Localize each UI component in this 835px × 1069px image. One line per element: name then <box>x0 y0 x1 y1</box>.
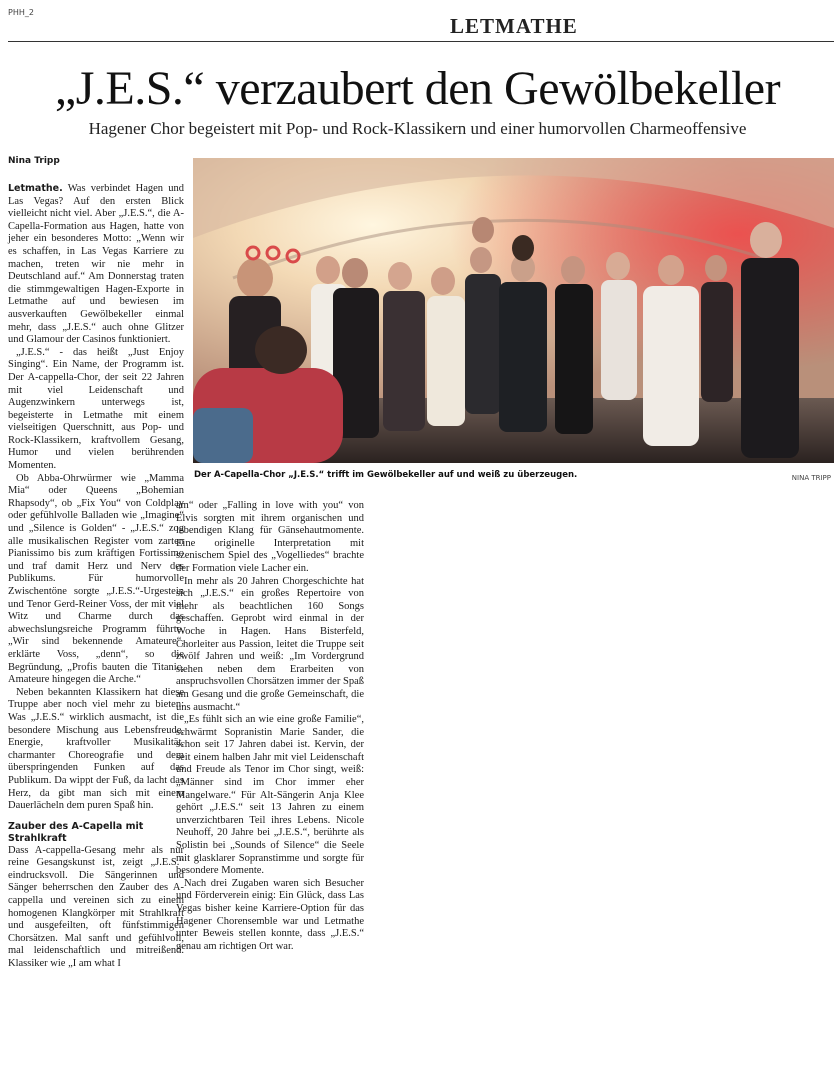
top-rule <box>8 41 834 42</box>
subheading: Zauber des A-Capella mit Strahlkraft <box>8 820 144 844</box>
headline: „J.E.S.“ verzaubert den Gewölbekeller <box>54 62 781 115</box>
paragraph-text: Was verbindet Hagen und Las Vegas? Auf den ersten Blick vielleicht nicht viel. Aber „J.E.S.“, die A-Capella-Formation aus Hagen, hatte von jeher ein besonderes Motto: „Wenn wir es schaffen, in Las Vegas Karriere zu machen, treten wir nie mehr in Deutschland auf.“ Am Donnerstag traten die stimmgewaltigen Hagen-Exporte in Letmathe auf und bewiesen im ausverkauften Gewölbekeller einmal mehr, dass „J.E.S.“ auch ohne Glitzer und Glamour der Casinos funktioniert. <box>8 183 184 346</box>
paragraph: am“ oder „Falling in love with you“ von Elvis sorgten mit ihrem organischen und lebendigen Klang für Gänsehautmomente. Eine originelle Interpretation mit szenischem Spiel des „Vogelliedes“ brachte der Formation viele Lacher ein. <box>176 500 364 574</box>
section-title: LETMATHE <box>450 14 578 38</box>
photo-caption: Der A-Capella-Chor „J.E.S.“ trifft im Gewölbekeller auf und weiß zu überzeugen. <box>194 470 578 480</box>
article-column-1 <box>8 183 184 971</box>
choir-photo-illustration <box>193 158 834 463</box>
paragraph: Ob Abba-Ohrwürmer wie „Mamma Mia“ oder Queens „Bohemian Rhapsody“, ob „Fix You“ von Coldplay oder gefühlvolle Balladen wie „Imagine“ und „Silence is Golden“ - „J.E.S.“ zog alle musikalischen Register vom zarten Pianissimo bis zum kräftigen Fortissimo und traf damit Herz und Nerv des Publikums. Für humorvolle Zwischentöne sorgte „J.E.S.“-Urgestein und Tenor Gerd-Reiner Voss, der mit viel Witz und Charme durch das abwechslungsreiche Programm führte. „Wir sind bekennende Amateure“, erklärte Voss, „denn“, so die Begründung, „Profis bauten die Titanic, Amateure hingegen die Arche.“ <box>8 472 184 686</box>
paragraph: „Es fühlt sich an wie eine große Familie“, schwärmt Sopranistin Marie Sander, die schon seit 17 Jahren dabei ist. Kervin, der seit einem halben Jahr mit viel Leidenschaft und Freude als Tenor im Chor singt, weiß: „Männer sind im Chor immer eher Mangelware.“ Für Alt-Sängerin Anja Klee gehört „J.E.S.“ seit 13 Jahren zu einem unverzichtbaren Teil ihres Lebens. Nicole Neuhoff, 20 Jahre bei „J.E.S.“, berührte als Solistin bei „Sounds of Silence“ die Seele mit glasklarer Sopranstimme und sorgte für besondere Momente. <box>176 714 364 877</box>
page-code: PHH_2 <box>8 8 34 17</box>
subheadline: Hagener Chor begeistert mit Pop- und Rock-Klassikern und einer humorvollen Charmeoffensive <box>88 119 747 138</box>
paragraph <box>8 183 184 347</box>
paragraph: Neben bekannten Klassikern hat diese Truppe aber noch viel mehr zu bieten: Was „J.E.S.“ wirklich ausmacht, ist die besondere Mischung aus Lebensfreude, Energie, kraftvoller Musikalität, charmanter Choreografie und dem überspringenden Funken auf das Publikum. Da wippt der Fuß, da lacht das Herz, da gibt man sich mit einem Dauerlächeln dem puren Spaß hin. <box>8 686 184 812</box>
paragraph: Nach drei Zugaben waren sich Besucher und Förderverein einig: Ein Glück, dass Las Vegas bisher keine Karriere-Option für das Hagener Chorensemble war und Letmathe unter Beweis stellen konnte, dass „J.E.S.“ genau am richtigen Ort war. <box>176 877 364 952</box>
paragraph: In mehr als 20 Jahren Chorgeschichte hat sich „J.E.S.“ ein großes Repertoire von mehr als beachtlichen 160 Songs geschaffen. Geprobt wird einmal in der Woche in Hagen. Hans Bisterfeld, Chorleiter aus Passion, leitet die Truppe seit zwölf Jahren und weiß: „Im Vordergrund stehen neben dem Erarbeiten von anspruchsvollen Chorsätzen immer der Spaß am Gesang und die große Gemeinschaft, die uns ausmacht.“ <box>176 575 364 713</box>
paragraph: „J.E.S.“ - das heißt „Just Enjoy Singing“. Ein Name, der Programm ist. Der A-cappella-Chor, der seit 22 Jahren mit viel Leidenschaft und Augenzwinkern unterwegs ist, begeisterte in Letmathe mit einem vielseitigen Querschnitt, aus Pop- und Rock-Klassikern, kraftvollem Gesang, Humor und vielen berührenden Momenten. <box>8 346 184 472</box>
dateline: Letmathe. <box>8 183 63 194</box>
article-column-2 <box>176 500 364 953</box>
choir-photo <box>193 158 834 463</box>
paragraph: Dass A-cappella-Gesang mehr als nur reine Gesangskunst ist, zeigt „J.E.S.“ eindrucksvoll. Die Sängerinnen und Sänger beherrschen den Zauber des A-cappella und vereinen sich zu einem homogenen Klangkörper mit Strahlkraft und ausgefeilten, oft fünfstimmigen Chorsätzen. Mal sanft und gefühlvoll, mal leidenschaftlich und mitreißend. Klassiker wie „I am what I <box>8 844 184 970</box>
author-byline: Nina Tripp <box>8 156 60 166</box>
photo-credit: NINA TRIPP <box>791 474 831 482</box>
